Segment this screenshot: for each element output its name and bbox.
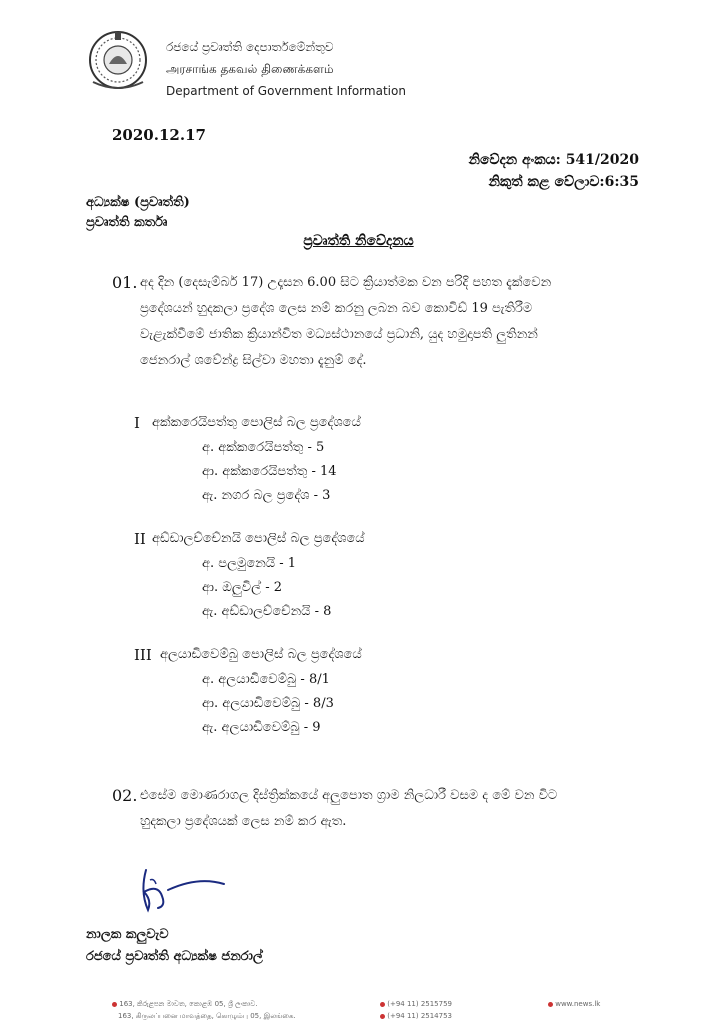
footer-website[interactable]: [548, 1000, 600, 1008]
section-1-title: අක්කරෙයිපත්තු පොලිස් බල ප්‍රදේශයේ: [152, 415, 361, 430]
paragraph-1: [140, 270, 645, 374]
paragraph-1-number: 01.: [112, 273, 138, 292]
paragraph-1-line: ප්‍රදේශයන් හුදකලා ප්‍රදේශ ලෙස නම් කරනු ලබන බව කොවිඩ් 19 පැතිරීම: [140, 301, 533, 316]
paragraph-1-line: ජෙනරාල් ශවේන්ද්‍ර සිල්වා මහතා දැනුම් දේ.: [140, 353, 367, 368]
section-2-item: ආ. ඔලුවිල් - 2: [202, 580, 282, 595]
section-2-item: ඇ. අඩ්ඩාලච්චේනයි - 8: [202, 604, 332, 619]
document-title: [0, 233, 717, 249]
footer-phone-1-text: (+94 11) 2515759: [387, 1000, 453, 1008]
paragraph-1-line: වැළැක්වීමේ ජාතික ක්‍රියාන්විත මධ්‍යස්ථානයේ ප්‍රධානි, යුද හමුදාපති ලුතිනන්: [140, 327, 538, 342]
release-time: [489, 174, 639, 190]
dept-name-tamil: அரசாங்க தகவல் திணைக்களம்: [166, 62, 334, 76]
signatory-designation: රජයේ ප්‍රවෘත්ති අධ්‍යක්ෂ ජනරාල්: [86, 949, 263, 964]
addressee-line-2: ප්‍රවෘත්ති කර්තෘ: [86, 215, 168, 230]
footer-address-line-1: [112, 1000, 258, 1009]
section-3-item: අ. අලයාඩිවෙම්බු - 8/1: [202, 672, 330, 687]
section-3-title: අලයාඩිවෙම්බු පොලිස් බල ප්‍රදේශයේ: [160, 647, 362, 662]
release-date: 2020.12.17: [112, 126, 206, 144]
footer-website-text[interactable]: www.news.lk: [555, 1000, 601, 1008]
section-2-title: අඩ්ඩාලච්චේනයි පොලිස් බල ප්‍රදේශයේ: [152, 531, 365, 546]
footer-address-1-text: 163, කිරුළපන මාවත, කොළඹ 05, ශ්‍රී ලංකාව.: [119, 1000, 258, 1008]
section-1-roman: I: [134, 414, 140, 432]
signatory-name: නාලක කලුවැව: [86, 927, 169, 942]
paragraph-1-line: අද දින (දෙසැම්බර් 17) උදෑසන 6.00 සිට ක්‍රියාත්මක වන පරිදි පහත දැක්වෙන: [140, 275, 552, 290]
section-1-item: ආ. අක්කරෙයිපත්තු - 14: [202, 464, 337, 479]
release-time-label: නිකුත් කළ වේලාව:: [488, 174, 605, 190]
release-number-value: 541/2020: [565, 152, 639, 168]
footer-address-line-2: 163, கிருலப்பனை மாவத்தை, கொழும்பு 05, இலங்கை.: [118, 1012, 296, 1020]
section-1-item: ඇ. නගර බල ප්‍රදේශ - 3: [202, 488, 331, 503]
footer-phone-1: [380, 1000, 452, 1008]
release-number: [469, 152, 639, 168]
section-1-item: අ. අක්කරෙයිපත්තු - 5: [202, 440, 325, 455]
paragraph-2-line: එසේම මොණරාගල දිස්ත්‍රික්කයේ අලුපොත ග්‍රාම නිලධාරී වසම ද මේ වන විට: [140, 788, 558, 803]
section-3-roman: III: [134, 646, 152, 664]
footer-phone-2-text: (+94 11) 2514753: [387, 1012, 453, 1020]
section-3-item: ඇ. අලයාඩිවෙම්බු - 9: [202, 720, 321, 735]
paragraph-2-number: 02.: [112, 786, 138, 805]
paragraph-2: [140, 783, 645, 835]
release-time-value: 6:35: [604, 174, 639, 190]
handwritten-signature-icon: [128, 862, 238, 922]
footer-phone-2: [380, 1012, 452, 1020]
globe-icon: [548, 1002, 553, 1007]
document-title-text: ප්‍රවෘත්ති නිවේදනය: [303, 233, 414, 249]
section-3-item: ආ. අලයාඩිවෙම්බු - 8/3: [202, 696, 334, 711]
release-number-label: නිවේදන අංකය:: [468, 152, 561, 168]
dept-name-sinhala: රජයේ ප්‍රවෘත්ති දෙපාර්තමේන්තුව: [166, 40, 334, 54]
paragraph-2-line: හුදකලා ප්‍රදේශයක් ලෙස නම් කර ඇත.: [140, 814, 347, 829]
government-emblem-icon: [85, 30, 151, 92]
fax-icon: [380, 1014, 385, 1019]
phone-icon: [380, 1002, 385, 1007]
dept-name-english: Department of Government Information: [166, 84, 406, 98]
location-icon: [112, 1002, 117, 1007]
section-2-item: අ. පලමුනෙයි - 1: [202, 556, 297, 571]
addressee-line-1: අධ්‍යක්ෂ (ප්‍රවෘත්ති): [86, 195, 190, 210]
section-2-roman: II: [134, 530, 146, 548]
